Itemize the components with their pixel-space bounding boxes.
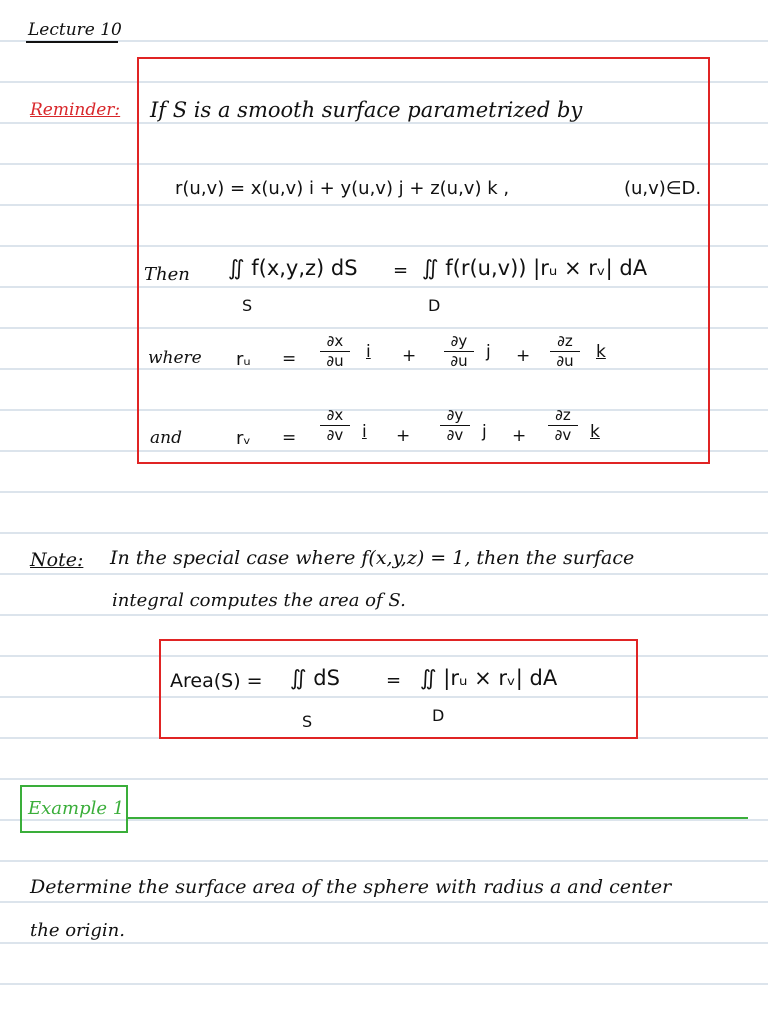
fraction-numerator: ∂z	[555, 406, 571, 424]
integral-region-s: S	[242, 296, 253, 315]
fraction-numerator: ∂y	[450, 332, 468, 350]
partial-y-v-fraction	[440, 408, 470, 443]
reminder-label: Reminder:	[30, 100, 121, 120]
fraction-denominator: ∂v	[446, 426, 464, 444]
note-label: Note:	[30, 549, 84, 571]
area-equals: =	[386, 670, 402, 691]
r-u-vector: rᵤ	[236, 349, 251, 370]
fraction-denominator: ∂u	[556, 352, 574, 370]
fraction-denominator: ∂v	[554, 426, 572, 444]
area-region-s: S	[302, 712, 313, 731]
lecture-title: Lecture 10	[28, 20, 122, 40]
r-v-vector: rᵥ	[236, 428, 251, 449]
equals-sign: =	[393, 260, 409, 281]
unit-vector-i: i	[362, 422, 367, 442]
plus-sign: +	[516, 346, 531, 366]
parameter-domain: (u,v)∈D.	[624, 178, 702, 199]
fraction-denominator: ∂v	[326, 426, 344, 444]
and-label: and	[150, 428, 182, 448]
area-integral-ds: ∬ dS	[290, 666, 340, 690]
note-line-1: In the special case where f(x,y,z) = 1, then the surface	[110, 547, 635, 569]
fraction-numerator: ∂x	[326, 406, 344, 424]
note-line-2: integral computes the area of S.	[112, 590, 406, 611]
where-label: where	[148, 348, 202, 368]
partial-x-v-fraction	[320, 408, 350, 443]
plus-sign: +	[396, 426, 411, 446]
lecture-title-underline	[26, 41, 118, 43]
plus-sign: +	[402, 346, 417, 366]
then-label: Then	[144, 264, 190, 285]
area-region-d: D	[432, 706, 445, 725]
fraction-numerator: ∂y	[446, 406, 464, 424]
plus-sign: +	[512, 426, 527, 446]
fraction-denominator: ∂u	[450, 352, 468, 370]
area-lhs: Area(S) =	[170, 670, 263, 692]
r-v-equals: =	[282, 428, 297, 448]
example-prompt-line-2: the origin.	[30, 920, 125, 941]
integral-region-d: D	[428, 296, 441, 315]
unit-vector-j: j	[486, 342, 491, 362]
partial-y-u-fraction	[444, 334, 474, 369]
area-integral-cross: ∬ |rᵤ × rᵥ| dA	[420, 666, 558, 690]
unit-vector-k: k	[596, 342, 606, 362]
fraction-denominator: ∂u	[326, 352, 344, 370]
example-label: Example 1	[28, 798, 125, 819]
partial-z-u-fraction	[550, 334, 580, 369]
unit-vector-j: j	[482, 422, 487, 442]
unit-vector-i: i	[366, 342, 371, 362]
example-prompt-line-1: Determine the surface area of the sphere with radius a and center	[30, 876, 672, 898]
fraction-numerator: ∂x	[326, 332, 344, 350]
partial-z-v-fraction	[548, 408, 578, 443]
parametrization-equation: r(u,v) = x(u,v) i + y(u,v) j + z(u,v) k ,	[175, 178, 510, 199]
partial-x-u-fraction	[320, 334, 350, 369]
fraction-numerator: ∂z	[557, 332, 573, 350]
r-u-equals: =	[282, 349, 297, 369]
surface-integral-rhs: ∬ f(r(u,v)) |rᵤ × rᵥ| dA	[422, 256, 648, 280]
surface-integral-lhs: ∬ f(x,y,z) dS	[228, 256, 358, 280]
reminder-intro: If S is a smooth surface parametrized by	[150, 98, 583, 122]
unit-vector-k: k	[590, 422, 600, 442]
example-divider	[128, 817, 748, 819]
